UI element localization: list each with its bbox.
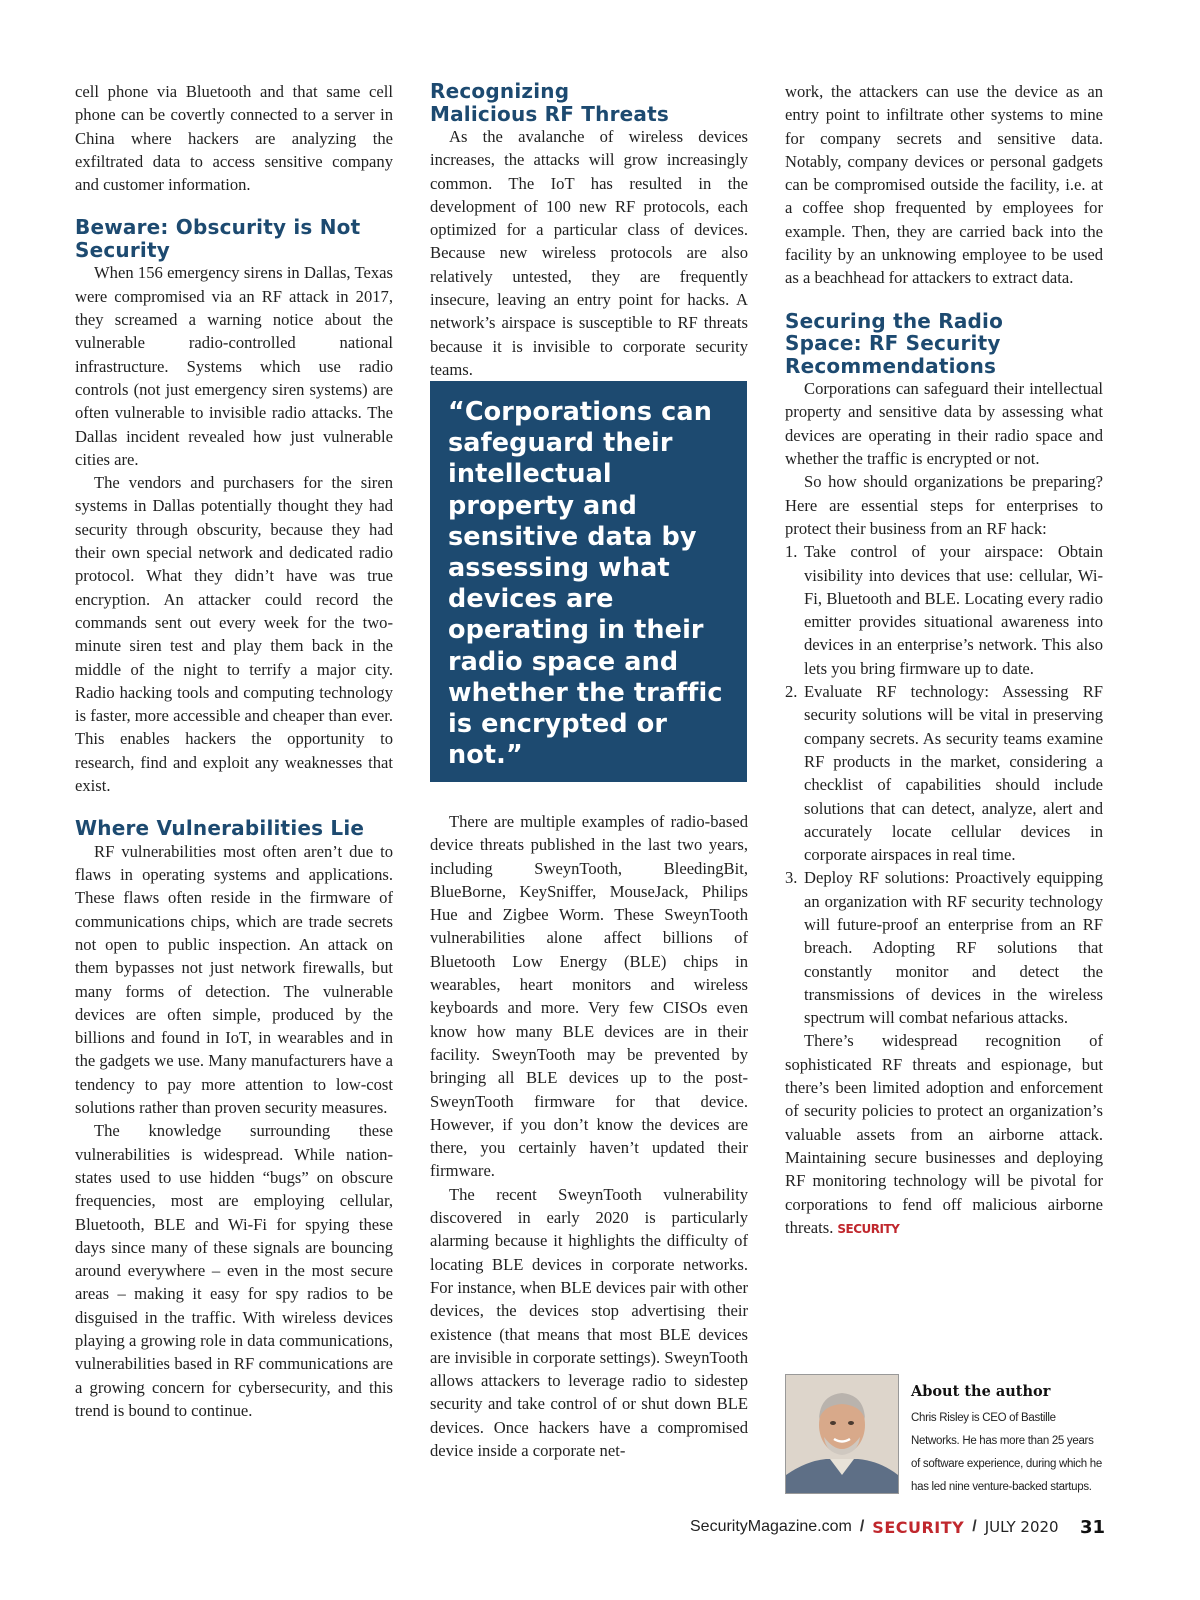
footer-brand: SECURITY [872, 1517, 965, 1537]
list-item: 1. Take control of your airspace: Obtain visibility into devices that use: cellular, Wi-Fi, Bluetooth and BLE. Locating every radio emitter provides situational awareness into devices in an enterprise’s network. This also lets you bring firmware up to date. [785, 542, 1103, 678]
column-3 [785, 80, 1103, 1241]
heading-obscurity: Beware: Obscurity is Not Security [75, 215, 361, 262]
list-item: 2. Evaluate RF technology: Assessing RF security solutions will be vital in preserving company secrets. As security teams examine RF products in the market, considering a checklist of capabilities should include solutions that can detect, analyze, alert and accurately locate cellular devices in corporate airspaces in real time. [785, 682, 1103, 865]
paragraph-how: So how should organizations be preparing? Here are essential steps for enterprises to protect their business from an RF hack: [785, 472, 1103, 538]
paragraph-continued: work, the attackers can use the device as an entry point to infiltrate other systems to mine for company secrets and sensitive data. Notably, company devices or personal gadgets can be compromised outside the facility, i.e. at a coffee shop frequented by employees for example. Then, they are carried back into the facility by an unknowing employee to be used as a beachhead for attackers to extract data. [785, 82, 1103, 288]
paragraph-examples: There are multiple examples of radio-based device threats published in the last two years, including SweynTooth, BleedingBit, BlueBorne, KeySniffer, MouseJack, Philips Hue and Zigbee Worm. These SweynTooth vulnerabilities alone affect billions of Bluetooth Low Energy (BLE) chips in wearables, heart monitors and wireless keyboards and more. Very few CISOs even know how many BLE devices are in their facility. SweynTooth may be prevented by bringing all BLE devices up to the post-SweynTooth firmware for that device. However, if you don’t know the devices are there, you certainly haven’t updated their firmware. [430, 812, 748, 1181]
paragraph-intro: cell phone via Bluetooth and that same cell phone can be covertly connected to a server in China where hackers are analyzing the exfiltrated data to access sensitive company and customer information. [75, 82, 393, 195]
paragraph-vendors: The vendors and purchasers for the siren systems in Dallas potentially thought they had security through obscurity, because they had their own special network and dedicated radio protocol. What they didn’t have was true encryption. An attacker could record the commands sent out every week for the two-minute siren test and play them back in the middle of the night to terrify a major city. Radio hacking tools and computing technology is faster, more accessible and cheaper than ever. This enables hackers the opportunity to research, find and exploit any weaknesses that exist. [75, 473, 393, 796]
page-number: 31 [1079, 1516, 1105, 1538]
column-1 [75, 80, 393, 1422]
column-2-lower [430, 810, 748, 1462]
paragraph-knowledge: The knowledge surrounding these vulnerabilities is widespread. While nation-states used to use hidden “bugs” on obscure frequencies, most are employing cellular, Bluetooth, BLE and Wi-Fi for spying these days since many of these signals are bouncing around everywhere – even in the most secure areas – making it easy for spy radios to be disguised in the traffic. With wireless devices playing a growing role in data communications, vulnerabilities based in RF communications are a growing concern for cybersecurity, and this trend is bound to continue. [75, 1121, 393, 1420]
paragraph-dallas: When 156 emergency sirens in Dallas, Texas were compromised via an RF attack in 2017, they screamed a warning notice about the vulnerable radio-controlled national infrastructure. Systems which use radio controls (not just emergency siren systems) are often vulnerable to invisible radio attacks. The Dallas incident revealed how just vulnerable cities are. [75, 263, 393, 469]
pull-quote-box [430, 381, 747, 782]
footer-separator: / [972, 1518, 977, 1535]
author-box [785, 1374, 1103, 1494]
page-footer [690, 1514, 1105, 1540]
footer-date: JULY 2020 [984, 1518, 1059, 1536]
heading-securing: Securing the Radio Space: RF Security Recommendations [785, 308, 1004, 378]
paragraph-safeguard: Corporations can safeguard their intellectual property and sensitive data by assessing what devices are operating in their radio space and whether the traffic is encrypted or not. [785, 379, 1103, 469]
pull-quote-text: “Corporations can safeguard their intellectual property and sensitive data by assessing what devices are operating in their radio space and whether the traffic is encrypted or not.” [448, 397, 723, 771]
end-mark-logo: SECURITY [837, 1221, 900, 1236]
paragraph-recognition: There’s widespread recognition of sophisticated RF threats and espionage, but there’s been limited adoption and enforcement of security policies to protect an organization’s valuable assets from an airborne attack. Maintaining secure businesses and deploying RF monitoring technology will be pivotal for corporations to fend off malicious airborne threats. SECURITY [785, 1031, 1103, 1237]
author-bio: Chris Risley is CEO of Bastille Networks. He has more than 25 years of software experience, during which he has led nine venture-backed startups. [911, 1412, 1102, 1493]
footer-site: SecurityMagazine.com [690, 1518, 852, 1535]
author-photo [785, 1374, 899, 1494]
footer-separator: / [859, 1518, 865, 1535]
heading-recognizing: Recognizing Malicious RF Threats [430, 79, 669, 126]
paragraph-avalanche: As the avalanche of wireless devices increases, the attacks will grow increasingly common. The IoT has resulted in the development of 100 new RF protocols, each optimized for a particular class of devices. Because new wireless protocols are also relatively untested, they are frequently insecure, leaving an entry point for hacks. A network’s airspace is susceptible to RF threats because it is invisible to corporate security teams. [430, 127, 748, 379]
paragraph-recent: The recent SweynTooth vulnerability discovered in early 2020 is particularly alarming because it highlights the difficulty of locating BLE devices in corporate networks. For instance, when BLE devices pair with other devices, the devices stop advertising their existence (that means that most BLE devices are invisible in corporate settings). SweynTooth allows attackers to leverage radio to sidestep security and take control of or shut down BLE devices. Once hackers have a compromised device inside a corporate net- [430, 1184, 748, 1461]
list-item: 3. Deploy RF solutions: Proactively equipping an organization with RF security technology will future-proof an enterprise from an RF breach. Adopting RF solutions that constantly monitor and detect the transmissions of devices in the wireless spectrum will combat nefarious attacks. [785, 868, 1103, 1028]
author-heading: About the author [911, 1383, 1051, 1400]
heading-vulnerabilities: Where Vulnerabilities Lie [75, 816, 365, 841]
paragraph-rf-vulnerabilities: RF vulnerabilities most often aren’t due to flaws in operating systems and applications. These flaws often reside in the firmware of communications chips, which are trade secrets not open to public inspection. An attack on them bypasses not just network firewalls, but many forms of detection. The vulnerable devices are often simple, produced by the billions and found in IoT, in wearables and in the gadgets we use. Many manufacturers have a tendency to pay more attention to low-cost solutions rather than proven security measures. [75, 841, 393, 1118]
steps-list [785, 540, 1103, 1029]
column-2 [430, 80, 748, 381]
